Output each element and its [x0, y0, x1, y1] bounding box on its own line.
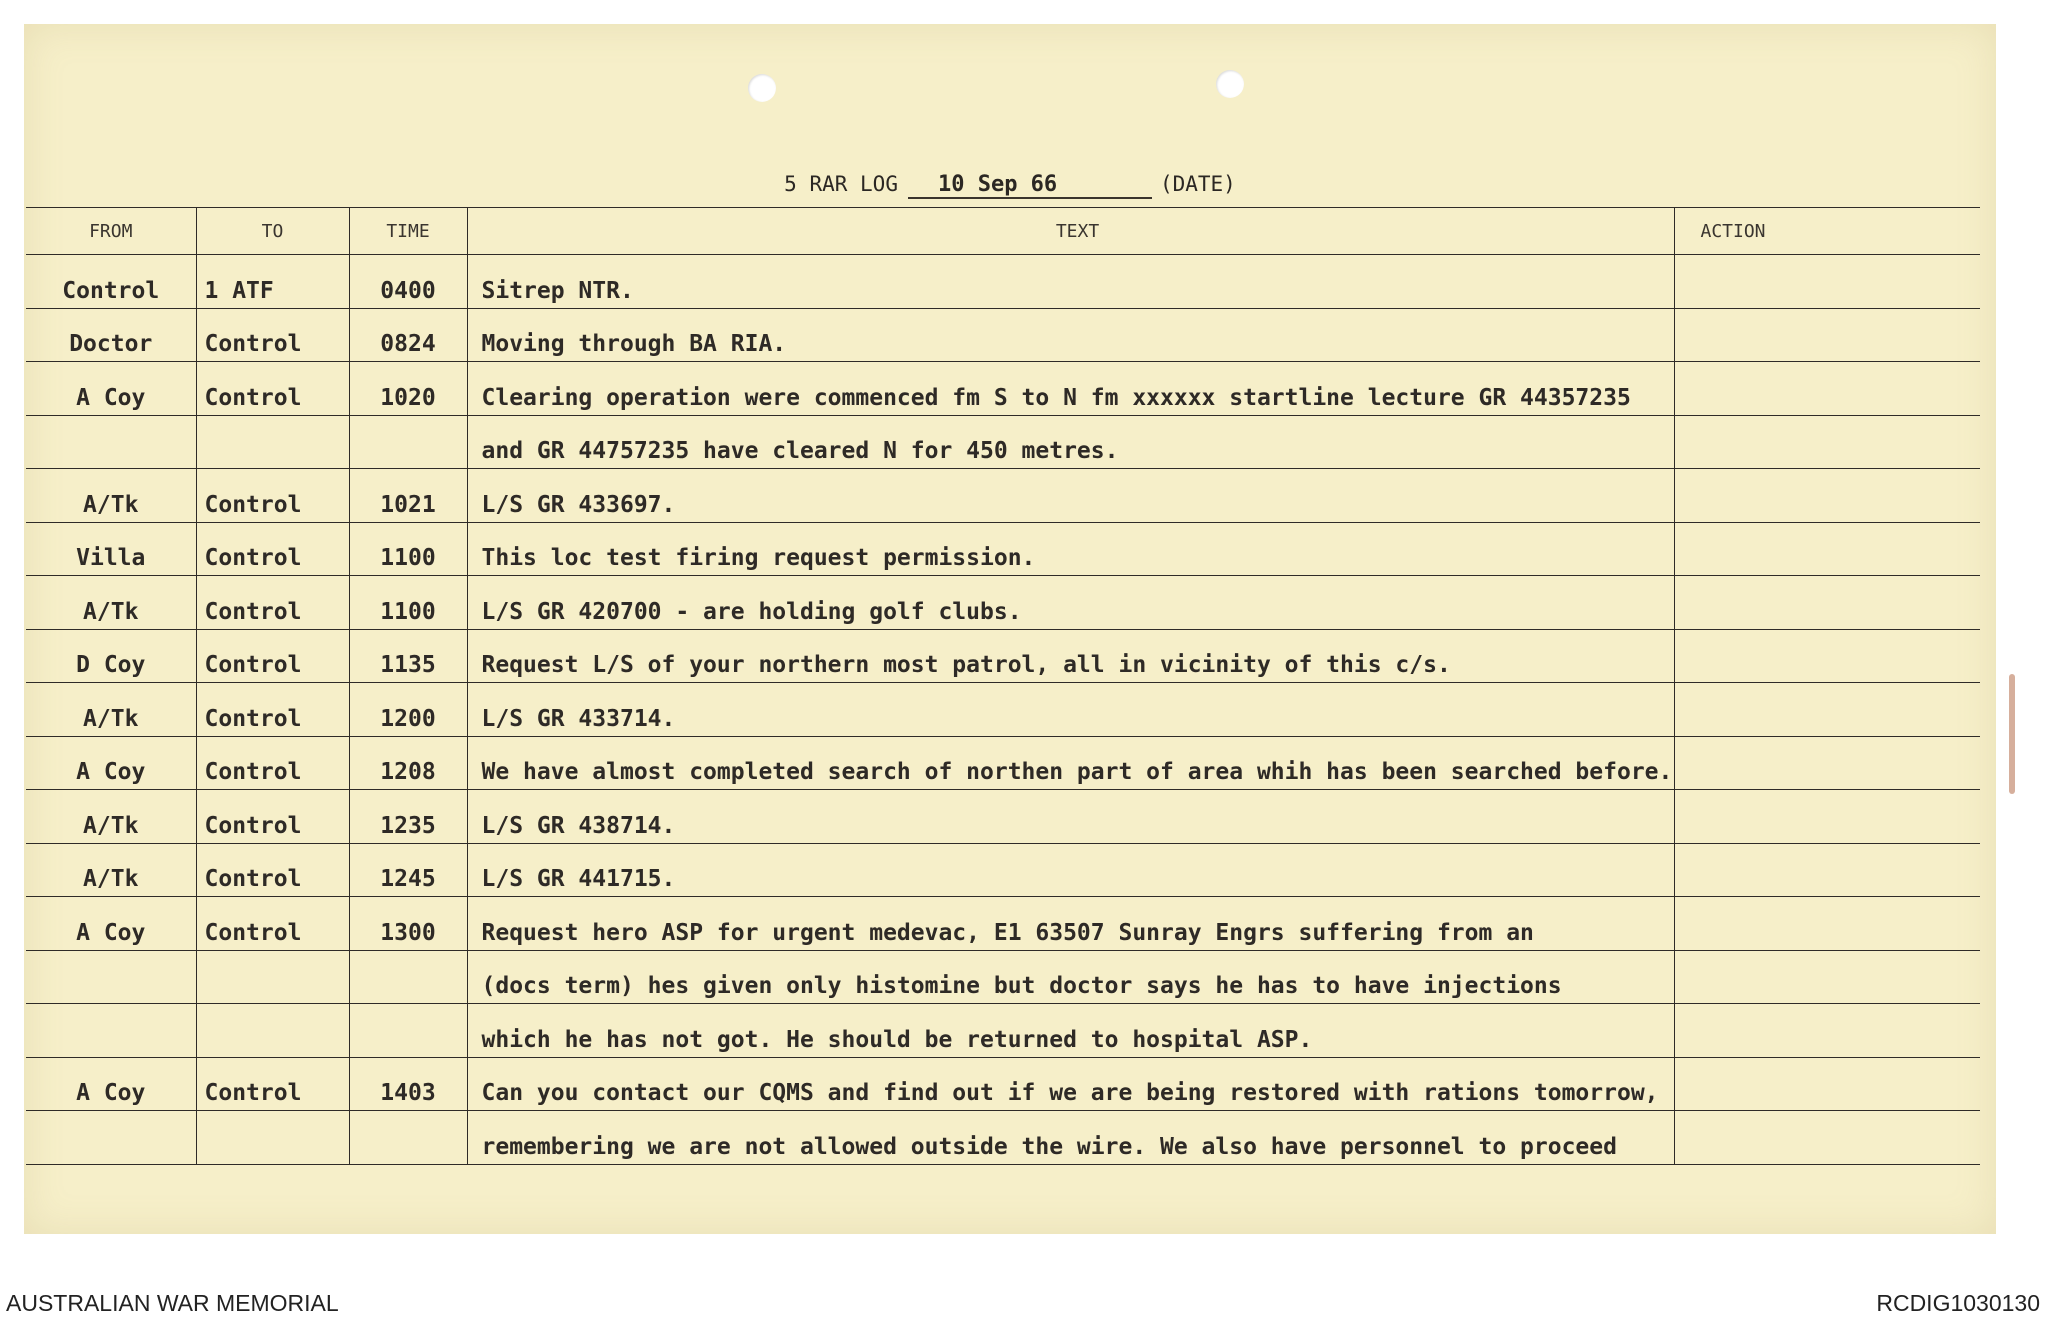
cell-from — [26, 1004, 196, 1058]
cell-to: Control — [196, 683, 349, 737]
cell-from: A/Tk — [26, 683, 196, 737]
table-row — [26, 1004, 1980, 1058]
cell-time: 1100 — [349, 522, 467, 576]
cell-from: Doctor — [26, 308, 196, 362]
cell-to — [196, 1111, 349, 1165]
cell-from: A Coy — [26, 362, 196, 416]
cell-action — [1674, 843, 1980, 897]
log-table — [26, 207, 1980, 1165]
header-row — [26, 208, 1980, 255]
table-row — [26, 736, 1980, 790]
cell-from: A/Tk — [26, 790, 196, 844]
table-row — [26, 415, 1980, 469]
cell-text: which he has not got. He should be returned to hospital ASP. — [467, 1004, 1674, 1058]
cell-from: A Coy — [26, 1057, 196, 1111]
date-label: (DATE) — [1159, 172, 1236, 196]
cell-action — [1674, 576, 1980, 630]
cell-time: 1300 — [349, 897, 467, 951]
table-row — [26, 629, 1980, 683]
table-row — [26, 790, 1980, 844]
cell-from — [26, 415, 196, 469]
cell-to — [196, 1004, 349, 1058]
cell-time — [349, 415, 467, 469]
cell-action — [1674, 629, 1980, 683]
cell-text: L/S GR 433697. — [467, 469, 1674, 523]
cell-text: L/S GR 441715. — [467, 843, 1674, 897]
cell-to: Control — [196, 362, 349, 416]
cell-to: Control — [196, 897, 349, 951]
cell-action — [1674, 897, 1980, 951]
cell-from: Villa — [26, 522, 196, 576]
cell-text: We have almost completed search of northen part of area whih has been searched before. — [467, 736, 1674, 790]
institution-credit: AUSTRALIAN WAR MEMORIAL — [6, 1290, 339, 1316]
table-row — [26, 1057, 1980, 1111]
cell-to: Control — [196, 1057, 349, 1111]
table-row — [26, 897, 1980, 951]
cell-action — [1674, 1057, 1980, 1111]
cell-time: 0824 — [349, 308, 467, 362]
punch-hole-left — [748, 74, 776, 102]
cell-from: A/Tk — [26, 576, 196, 630]
cell-time: 1245 — [349, 843, 467, 897]
cell-text: remembering we are not allowed outside the wire. We also have personnel to proceed — [467, 1111, 1674, 1165]
cell-action — [1674, 950, 1980, 1004]
cell-to: Control — [196, 790, 349, 844]
cell-action — [1674, 790, 1980, 844]
cell-text: L/S GR 420700 - are holding golf clubs. — [467, 576, 1674, 630]
cell-action — [1674, 736, 1980, 790]
table-row — [26, 576, 1980, 630]
cell-action — [1674, 469, 1980, 523]
cell-to: Control — [196, 629, 349, 683]
cell-text: Can you contact our CQMS and find out if we are being restored with rations tomorrow, — [467, 1057, 1674, 1111]
cell-time — [349, 1111, 467, 1165]
table-row — [26, 522, 1980, 576]
cell-from: Control — [26, 255, 196, 309]
paper-stain — [2009, 674, 2015, 794]
table-row — [26, 308, 1980, 362]
table-row — [26, 843, 1980, 897]
cell-time: 1403 — [349, 1057, 467, 1111]
table-row — [26, 950, 1980, 1004]
cell-to: Control — [196, 576, 349, 630]
cell-text: Request L/S of your northern most patrol, all in vicinity of this c/s. — [467, 629, 1674, 683]
cell-from: A Coy — [26, 897, 196, 951]
cell-to — [196, 415, 349, 469]
cell-action — [1674, 683, 1980, 737]
punch-hole-right — [1216, 70, 1244, 98]
cell-to: Control — [196, 308, 349, 362]
table-row — [26, 469, 1980, 523]
cell-to: Control — [196, 736, 349, 790]
cell-text: (docs term) hes given only histomine but doctor says he has to have injections — [467, 950, 1674, 1004]
cell-time: 0400 — [349, 255, 467, 309]
cell-text: Clearing operation were commenced fm S to N fm xxxxxx startline lecture GR 44357235 — [467, 362, 1674, 416]
cell-to — [196, 950, 349, 1004]
cell-text: Sitrep NTR. — [467, 255, 1674, 309]
cell-from: A/Tk — [26, 843, 196, 897]
cell-to: 1 ATF — [196, 255, 349, 309]
cell-time — [349, 950, 467, 1004]
cell-action — [1674, 415, 1980, 469]
cell-action — [1674, 1004, 1980, 1058]
table-row — [26, 362, 1980, 416]
cell-action — [1674, 308, 1980, 362]
cell-action — [1674, 522, 1980, 576]
cell-from: A/Tk — [26, 469, 196, 523]
table-row — [26, 683, 1980, 737]
cell-text: and GR 44757235 have cleared N for 450 metres. — [467, 415, 1674, 469]
col-header-text: TEXT — [467, 208, 1674, 255]
cell-text: L/S GR 438714. — [467, 790, 1674, 844]
cell-from: A Coy — [26, 736, 196, 790]
cell-time: 1200 — [349, 683, 467, 737]
cell-from — [26, 950, 196, 1004]
cell-time: 1135 — [349, 629, 467, 683]
cell-action — [1674, 362, 1980, 416]
cell-text: Moving through BA RIA. — [467, 308, 1674, 362]
log-header — [24, 172, 1996, 199]
col-header-from: FROM — [26, 208, 196, 255]
cell-time: 1021 — [349, 469, 467, 523]
cell-text: This loc test firing request permission. — [467, 522, 1674, 576]
cell-text: L/S GR 433714. — [467, 683, 1674, 737]
col-header-action: ACTION — [1674, 208, 1980, 255]
cell-time: 1020 — [349, 362, 467, 416]
col-header-time: TIME — [349, 208, 467, 255]
cell-to: Control — [196, 843, 349, 897]
cell-action — [1674, 255, 1980, 309]
table-row — [26, 255, 1980, 309]
cell-time: 1208 — [349, 736, 467, 790]
cell-text: Request hero ASP for urgent medevac, E1 63507 Sunray Engrs suffering from an — [467, 897, 1674, 951]
log-title: 5 RAR LOG — [784, 172, 898, 196]
cell-time: 1235 — [349, 790, 467, 844]
cell-to: Control — [196, 522, 349, 576]
cell-action — [1674, 1111, 1980, 1165]
log-date: 10 Sep 66 — [908, 172, 1152, 199]
cell-time — [349, 1004, 467, 1058]
record-id: RCDIG1030130 — [1876, 1290, 2040, 1316]
cell-time: 1100 — [349, 576, 467, 630]
cell-from: D Coy — [26, 629, 196, 683]
col-header-to: TO — [196, 208, 349, 255]
table-row — [26, 1111, 1980, 1165]
cell-from — [26, 1111, 196, 1165]
cell-to: Control — [196, 469, 349, 523]
